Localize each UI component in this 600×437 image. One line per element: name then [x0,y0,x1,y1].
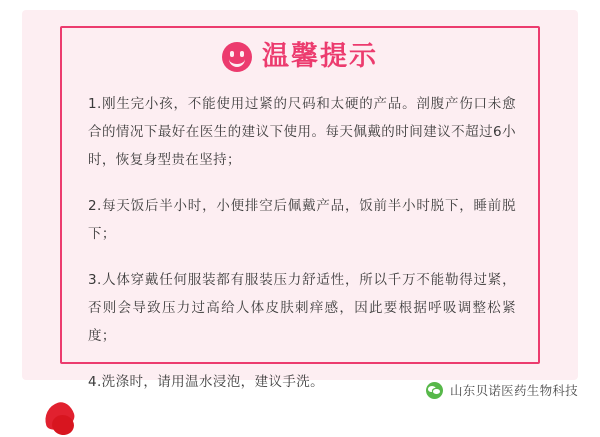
tips-card-border [60,26,540,390]
account-name: 山东贝诺医药生物科技 [449,383,578,398]
wechat-icon [426,382,443,399]
card-title-row [62,42,538,72]
page-title: 温馨提示 [262,41,378,72]
smiley-icon [222,42,252,72]
footer-account[interactable] [426,381,578,399]
tip-paragraph-1: 1.刚生完小孩，不能使用过紧的尺码和太硬的产品。剖腹产伤口未愈合的情况下最好在医生的建议下使用。每天佩戴的时间建议不超过6小时，恢复身型贵在坚持； [88,96,516,168]
tip-paragraph-2: 2.每天饭后半小时，小便排空后佩戴产品，饭前半小时脱下，睡前脱下； [88,198,516,242]
tip-paragraph-4: 4.洗涤时，请用温水浸泡，建议手洗。 [88,374,325,390]
tips-card [22,10,578,390]
tips-body [88,90,516,396]
tip-paragraph-3: 3.人体穿戴任何服装都有服装压力舒适性，所以千万不能勒得过紧，否则会导致压力过高给人体皮肤刺痒感，因此要根据呼吸调整松紧度； [88,272,516,344]
